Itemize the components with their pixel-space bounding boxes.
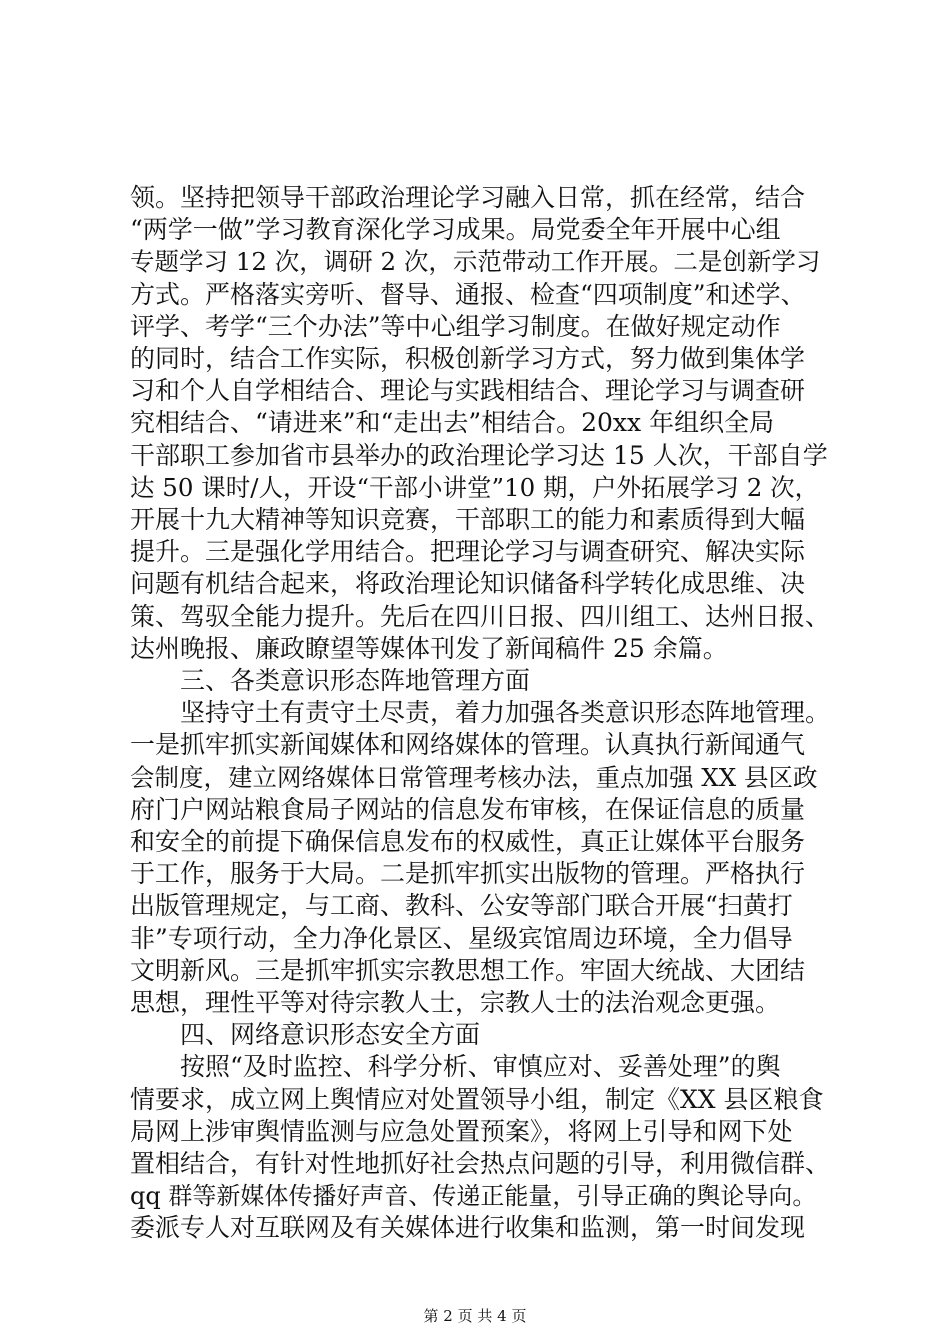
- text-line: 一是抓牢抓实新闻媒体和网络媒体的管理。认真执行新闻通气: [130, 730, 806, 760]
- text-line: 的同时，结合工作实际，积极创新学习方式，努力做到集体学: [130, 344, 806, 373]
- text-line: 专题学习 12 次，调研 2 次，示范带动工作开展。二是创新学习: [130, 247, 821, 277]
- text-line: 习和个人自学相结合、理论与实践相结合、理论学习与调查研: [130, 376, 806, 406]
- section-heading: 四、网络意识形态安全方面: [130, 1020, 481, 1050]
- text-line: 置相结合，有针对性地抓好社会热点问题的引导，利用微信群、: [130, 1149, 830, 1178]
- text-line: 情要求，成立网上舆情应对处置领导小组，制定《XX 县区粮食: [130, 1084, 824, 1114]
- text-line: 思想，理性平等对待宗教人士，宗教人士的法治观念更强。: [130, 988, 781, 1017]
- text-line: 坚持守土有责守土尽责，着力加强各类意识形态阵地管理。: [130, 698, 830, 728]
- text-line: 干部职工参加省市县举办的政治理论学习达 15 人次，干部自学: [130, 440, 828, 470]
- text-line: 达 50 课时/人，开设“干部小讲堂”10 期，户外拓展学习 2 次，: [130, 472, 820, 502]
- text-line: 文明新风。三是抓牢抓实宗教思想工作。牢固大统战、大团结: [130, 955, 806, 985]
- text-line: 方式。严格落实旁听、督导、通报、检查“四项制度”和述学、: [130, 279, 806, 309]
- text-line: 开展十九大精神等知识竞赛，干部职工的能力和素质得到大幅: [130, 505, 806, 534]
- text-line: 于工作，服务于大局。二是抓牢抓实出版物的管理。严格执行: [130, 859, 806, 889]
- text-line: 策、驾驭全能力提升。先后在四川日报、四川组工、达州日报、: [130, 601, 830, 631]
- text-line: 非”专项行动，全力净化景区、星级宾馆周边环境，全力倡导: [130, 923, 793, 953]
- text-line: 领。坚持把领导干部政治理论学习融入日常，抓在经常，结合: [130, 183, 806, 212]
- text-line: 按照“及时监控、科学分析、审慎应对、妥善处理”的舆: [130, 1052, 781, 1082]
- section-heading: 三、各类意识形态阵地管理方面: [130, 666, 531, 695]
- text-line: 达州晚报、廉政瞭望等媒体刊发了新闻稿件 25 余篇。: [130, 633, 728, 663]
- text-line: qq 群等新媒体传播好声音、传递正能量，引导正确的舆论导向。: [130, 1182, 817, 1211]
- text-line: 出版管理规定，与工商、教科、公安等部门联合开展“扫黄打: [130, 891, 793, 921]
- text-line: 问题有机结合起来，将政治理论知识储备科学转化成思维、决: [130, 569, 806, 599]
- text-line: 究相结合、“请进来”和“走出去”相结合。20xx 年组织全局: [130, 408, 775, 438]
- text-line: 和安全的前提下确保信息发布的权威性，真正让媒体平台服务: [130, 827, 806, 856]
- text-line: 提升。三是强化学用结合。把理论学习与调查研究、解决实际: [130, 537, 806, 567]
- text-line: 评学、考学“三个办法”等中心组学习制度。在做好规定动作: [130, 311, 781, 341]
- text-line: 府门户网站粮食局子网站的信息发布审核，在保证信息的质量: [130, 794, 806, 824]
- text-line: 委派专人对互联网及有关媒体进行收集和监测，第一时间发现: [130, 1213, 806, 1243]
- text-line: “两学一做”学习教育深化学习成果。局党委全年开展中心组: [130, 215, 781, 245]
- text-line: 会制度，建立网络媒体日常管理考核办法，重点加强 XX 县区政: [130, 762, 818, 792]
- page-footer: 第 2 页 共 4 页: [423, 1307, 527, 1325]
- text-line: 局网上涉审舆情监测与应急处置预案》，将网上引导和网下处: [130, 1116, 793, 1146]
